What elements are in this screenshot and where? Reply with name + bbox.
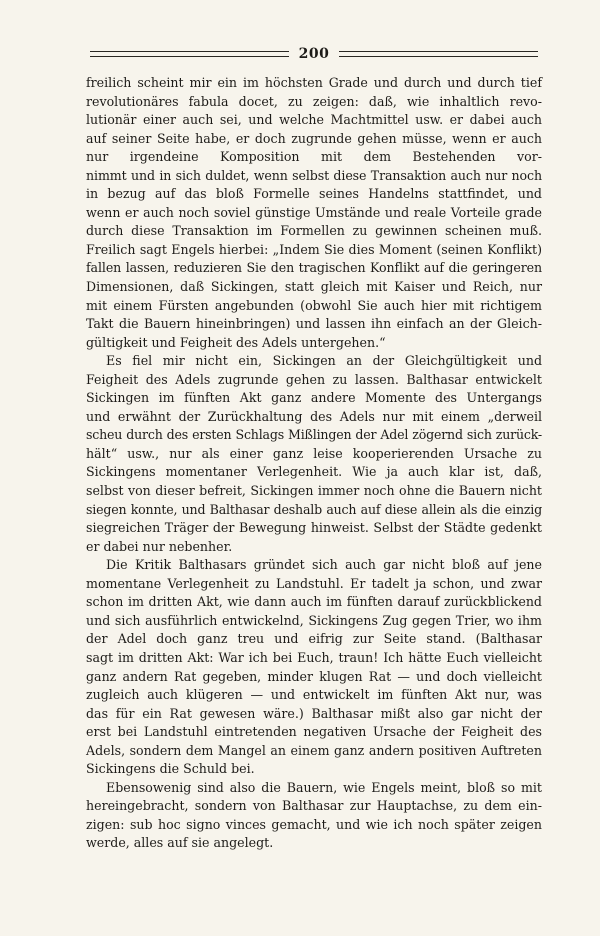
text-line: er dabei nur nebenher. [86,538,233,554]
text-line: Dimensionen, daß Sickingen, statt gleich mit Kaiser und Reich, nur [86,279,542,295]
text-line: zugleich auch klügeren — und entwickelt im fünften Akt nur, was [86,687,542,703]
text-line: lutionär einer auch sei, und welche Machtmittel usw. er dabei auch [86,112,542,128]
text-line: siegen konnte, und Balthasar deshalb auch auf diese allein als die einzig [86,501,542,517]
text-line: Freilich sagt Engels hierbei: „Indem Sie dies Moment (seinen Konflikt) [86,241,542,257]
text-line: siegreichen Träger der Bewegung hinweist. Selbst der Städte gedenkt [86,520,542,536]
header-rule-left [90,51,289,57]
header-rule-right [339,51,538,57]
text-line: hält“ usw., nur als einer ganz leise kooperierenden Ursache zu [86,445,542,461]
text-line: in bezug auf das bloß Formelle seines Handelns stattfindet, und [86,186,542,202]
text-line: gültigkeit und Feigheit des Adels untergehen.“ [86,334,386,350]
text-line: werde, alles auf sie angelegt. [86,835,274,851]
text-line: revolutionäres fabula docet, zu zeigen: daß, wie inhaltlich revo- [86,93,542,109]
text-line: Feigheit des Adels zugrunde gehen zu lassen. Balthasar entwickelt [86,371,542,387]
text-line: auf seiner Seite habe, er doch zugrunde gehen müsse, wenn er auch [86,130,542,146]
text-line: Es fiel mir nicht ein, Sickingen an der Gleichgültigkeit und [106,353,542,369]
text-line: erst bei Landstuhl eintretenden negativen Ursache der Feigheit des [86,724,542,740]
text-line: nimmt und in sich duldet, wenn selbst diese Transaktion auch nur noch [86,167,542,183]
text-line: momentane Verlegenheit zu Landstuhl. Er tadelt ja schon, und zwar [86,575,542,591]
text-line: wenn er auch noch soviel günstige Umstände und reale Vorteile grade [86,204,542,220]
text-line: selbst von dieser befreit, Sickingen immer noch ohne die Bauern nicht [86,483,542,499]
text-line: freilich scheint mir ein im höchsten Grade und durch und durch tief [86,75,542,90]
text-line: das für ein Rat gewesen wäre.) Balthasar mißt also gar nicht der [86,705,542,721]
text-line: scheu durch des ersten Schlags Mißlingen der Adel zögernd sich zurück- [86,427,542,443]
page-number: 200 [298,46,330,62]
text-line: schon im dritten Akt, wie dann auch im fünften darauf zurückblickend [86,594,542,610]
text-line: fallen lassen, reduzieren Sie den tragischen Konflikt auf die geringeren [86,260,542,276]
text-line: ganz andern Rat gegeben, minder klugen Rat — und doch vielleicht [86,668,542,684]
page-header [90,44,538,64]
text-line: durch diese Transaktion im Formellen zu gewinnen scheinen muß. [86,223,542,239]
text-line: Takt die Bauern hineinbringen) und lassen ihn einfach an der Gleich- [86,316,542,332]
text-line: Sickingens momentaner Verlegenheit. Wie ja auch klar ist, daß, [86,464,542,480]
text-line: zigen: sub hoc signo vinces gemacht, und wie ich noch später zeigen [86,816,542,832]
text-line: hereingebracht, sondern von Balthasar zur Hauptachse, zu dem ein- [86,798,542,814]
text-line: und erwähnt der Zurückhaltung des Adels nur mit einem „derweil [86,408,542,424]
text-line: Sickingens die Schuld bei. [86,761,255,777]
text-line: sagt im dritten Akt: War ich bei Euch, traun! Ich hätte Euch vielleicht [86,649,542,665]
text-line: nur irgendeine Komposition mit dem Bestehenden vor- [86,149,542,165]
text-line: Sickingen im fünften Akt ganz andere Momente des Untergangs [86,390,542,406]
text-line: Adels, sondern dem Mangel an einem ganz andern positiven Auftreten [86,742,542,758]
text-line: Ebensowenig sind also die Bauern, wie Engels meint, bloß so mit [106,779,542,795]
text-line: und sich ausführlich entwickelnd, Sickingens Zug gegen Trier, wo ihm [86,612,542,628]
body-text [86,74,542,853]
text-line: der Adel doch ganz treu und eifrig zur Seite stand. (Balthasar [86,631,542,647]
text-line: mit einem Fürsten angebunden (obwohl Sie auch hier mit richtigem [86,297,542,313]
text-line: Die Kritik Balthasars gründet sich auch gar nicht bloß auf jene [106,557,542,573]
